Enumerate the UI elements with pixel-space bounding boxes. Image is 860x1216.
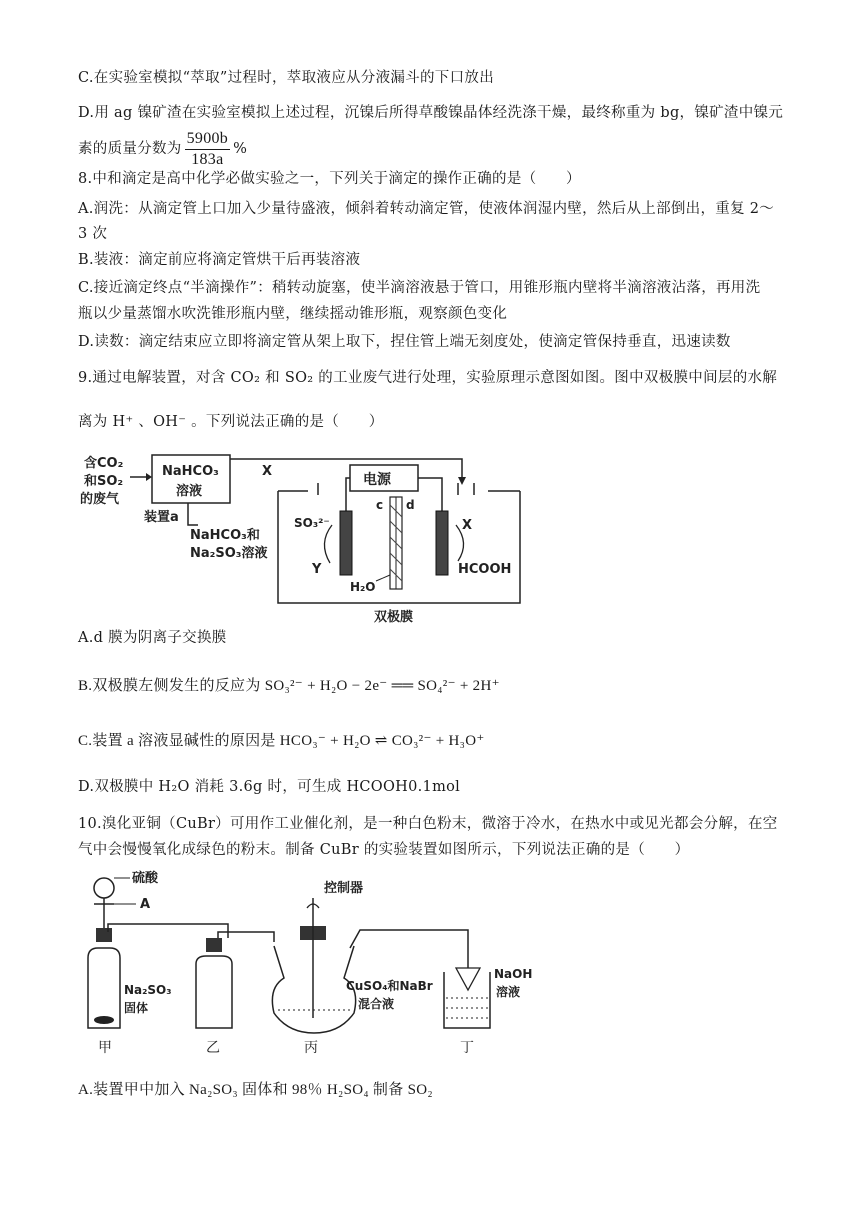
fraction-denominator: 183a <box>191 150 224 168</box>
gas-inlet-arrowhead <box>146 473 152 481</box>
q10-option-a: A.装置甲中加入 Na₂SO₃ 固体和 98％ H₂SO₄ 制备 SO₂ <box>78 1082 433 1098</box>
x-right-label: X <box>462 518 473 533</box>
hcooh-label: HCOOH <box>458 562 512 577</box>
q7-option-d-line2 <box>78 127 247 171</box>
gas-label-3: 的废气 <box>80 492 120 507</box>
q10-stem-line2: 气中会慢慢氧化成绿色的粉末。制备 CuBr 的实验装置如图所示，下列说法正确的是（ ） <box>78 842 690 858</box>
q9-option-b: B.双极膜左侧发生的反应为 SO₃²⁻ + H₂O − 2e⁻ ══ SO₄²⁻ + 2H⁺ <box>78 678 500 694</box>
wire-right <box>418 478 442 511</box>
beaker-ding <box>444 972 490 1028</box>
left-reaction-arrow <box>324 525 332 563</box>
q9-stem-line1: 9.通过电解装置，对含 CO₂ 和 SO₂ 的工业废气进行处理，实验原理示意图如图。图中双极膜中间层的水解 <box>78 370 778 386</box>
q7-option-d-line1: D.用 ag 镍矿渣在实验室模拟上述过程，沉镍后所得草酸镍晶体经洗涤干燥，最终称重为 bg，镍矿渣中镍元 <box>78 105 784 121</box>
q7-option-c: C.在实验室模拟“萃取”过程时，萃取液应从分液漏斗的下口放出 <box>78 70 495 86</box>
controller-label: 控制器 <box>324 881 364 896</box>
so3-label: SO₃²⁻ <box>294 516 330 530</box>
q8-stem: 8.中和滴定是高中化学必做实验之一，下列关于滴定的操作正确的是（ ） <box>78 171 581 187</box>
x-top-label: X <box>262 464 273 479</box>
q8-option-c-line1: C.接近滴定终点“半滴操作”：稍转动旋塞，使半滴溶液悬于管口，用锥形瓶内壁将半滴溶液沾落，再用洗 <box>78 280 761 296</box>
right-electrode <box>436 511 448 575</box>
mix-label-2: Na₂SO₃溶液 <box>190 546 268 561</box>
caption-yi: 乙 <box>206 1040 220 1056</box>
caption-bing: 丙 <box>304 1040 318 1056</box>
q9-option-a: A.d 膜为阴离子交换膜 <box>78 630 227 646</box>
q9-stem-line2: 离为 H⁺ 、OH⁻ 。下列说法正确的是（ ） <box>78 414 384 430</box>
q7-option-d-prefix: 素的质量分数为 <box>78 141 182 157</box>
a-label: A <box>140 897 151 912</box>
mix-label-1: NaHCO₃和 <box>190 528 260 543</box>
fraction-numerator: 5900b <box>185 129 231 150</box>
inverted-funnel <box>456 968 480 990</box>
cubr-apparatus-diagram <box>78 868 548 1058</box>
tube-jia-yi <box>108 924 228 938</box>
mix-line <box>188 503 198 525</box>
q10-stem-line1: 10.溴化亚铜（CuBr）可用作工业催化剂，是一种白色粉末，微溶于冷水，在热水中或见光都会分解，在空 <box>78 816 778 832</box>
naoh-label-1: NaOH <box>494 967 533 981</box>
x-arrowhead <box>458 477 466 485</box>
na2so3-solid <box>94 1016 114 1024</box>
na2so3-label-2: 固体 <box>124 1001 149 1015</box>
c-label: c <box>376 498 384 512</box>
separatory-funnel <box>94 878 114 898</box>
caption-ding: 丁 <box>460 1040 474 1056</box>
membrane-caption: 双极膜 <box>374 610 414 625</box>
q8-option-a-line1: A.润洗：从滴定管上口加入少量待盛液，倾斜着转动滴定管，使液体润湿内壁，然后从上部倒出，重复 2～ <box>78 201 775 217</box>
left-electrode <box>340 511 352 575</box>
y-label: Y <box>312 562 322 577</box>
q8-option-b: B.装液：滴定前应将滴定管烘干后再装溶液 <box>78 252 361 268</box>
tube-yi-bing <box>218 932 274 942</box>
box-label-2: 溶液 <box>176 484 203 499</box>
d-label: d <box>406 498 415 512</box>
q8-option-c-line2: 瓶以少量蒸馏水吹洗锥形瓶内壁，继续摇动锥形瓶，观察颜色变化 <box>78 306 508 322</box>
q9-option-d: D.双极膜中 H₂O 消耗 3.6g 时，可生成 HCOOH0.1mol <box>78 779 461 795</box>
mix-label-2: 混合液 <box>358 997 395 1011</box>
three-neck-flask <box>272 946 355 1033</box>
device-a-label: 装置a <box>144 510 179 525</box>
caption-jia: 甲 <box>98 1040 112 1056</box>
q8-option-a-line2: 3 次 <box>78 226 108 242</box>
mix-label-1: CuSO₄和NaBr <box>346 979 433 993</box>
flask-yi <box>196 956 232 1028</box>
q8-option-d: D.读数：滴定结束应立即将滴定管从架上取下，捏住管上端无刻度处，使滴定管保持垂直，迅速读数 <box>78 334 731 350</box>
electrolysis-diagram <box>78 445 538 625</box>
acid-label: 硫酸 <box>132 871 159 886</box>
h2o-label: H₂O <box>350 580 376 594</box>
stopper-yi <box>206 938 222 952</box>
stopper-jia <box>96 928 112 942</box>
nickel-fraction <box>185 129 231 170</box>
h2o-pointer <box>376 575 390 581</box>
percent-sign: % <box>233 141 248 157</box>
box-label-1: NaHCO₃ <box>162 464 219 479</box>
power-label: 电源 <box>363 472 391 488</box>
gas-label-1: 含CO₂ <box>84 456 124 471</box>
na2so3-label-1: Na₂SO₃ <box>124 983 172 997</box>
naoh-label-2: 溶液 <box>496 985 521 999</box>
tube-bing-ding <box>350 930 468 968</box>
gas-label-2: 和SO₂ <box>84 474 124 489</box>
q9-option-c: C.装置 a 溶液显碱性的原因是 HCO₃⁻ + H₂O ⇌ CO₃²⁻ + H₃O⁺ <box>78 733 485 749</box>
